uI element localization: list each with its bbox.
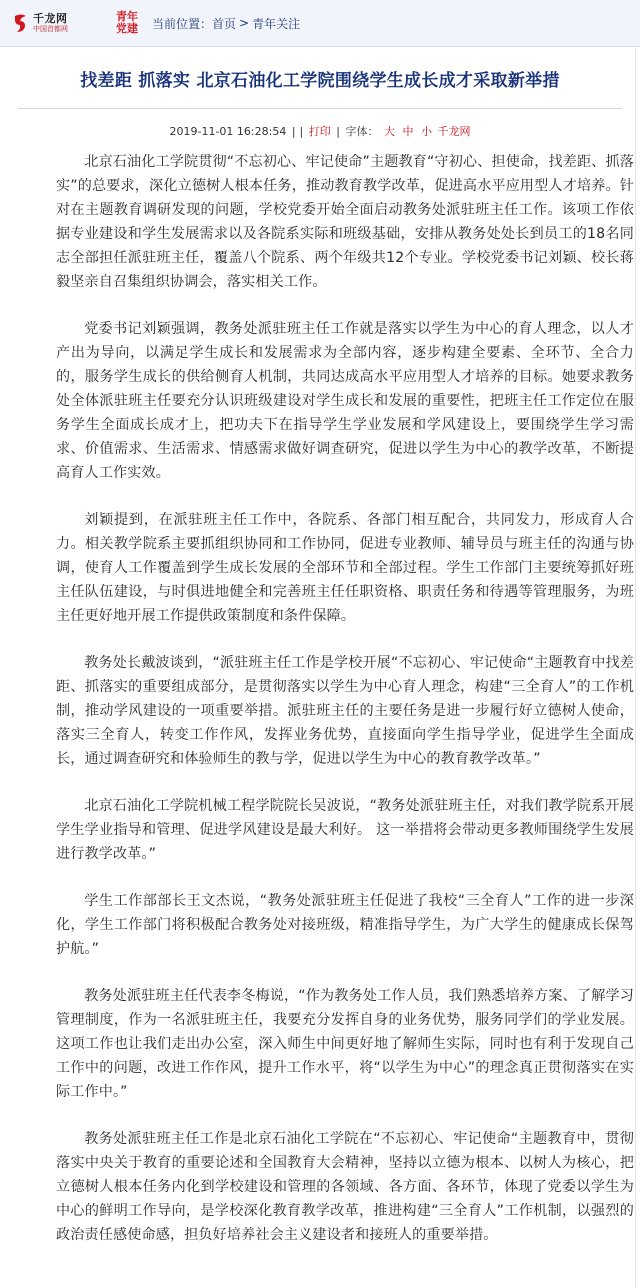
article-paragraph: 党委书记刘颖强调，教务处派驻班主任工作就是落实以学生为中心的育人理念，以人才产出为导向，以满足学生成长和发展需求为全部内容，逐步构建全要素、全环节、全合力的，服务学生成长的供给侧育人机制，共同达成高水平应用型人才培养的目标。她要求教务处全体派驻班主任要充分认识班级建设对学生成长和发展的重要性，把班主任工作定位在服务学生全面成长成才上，把功夫下在指导学生学业发展和学风建设上，要围绕学生学习需求、价值需求、生活需求、情感需求做好调查研究，促进以学生为中心的教学改革，不断提高育人工作实效。 bbox=[56, 321, 634, 481]
font-medium-button[interactable]: 中 bbox=[402, 125, 414, 138]
site-header bbox=[0, 0, 640, 47]
breadcrumb-current-link[interactable]: 青年关注 bbox=[252, 16, 301, 31]
article-meta: 2019-11-01 16:28:54 | | 打印 | 字体： 大 中 小 千龙网 bbox=[169, 125, 471, 138]
article-paragraph: 教务处派驻班主任代表李冬梅说，“作为教务处工作人员，我们熟悉培养方案、了解学习管理制度，作为一名派驻班主任，我要充分发挥自身的业务优势，服务同学们的学业发展。这项工作也让我们走出办公室，深入师生中间更好地了解师生实际，同时也有利于发现自己工作中的问题，改进工作作风，提升工作水平，将“以学生为中心”的理念真正贯彻落实在实际工作中。” bbox=[56, 988, 634, 1100]
logo-sub-text: 中国首都网 bbox=[33, 25, 68, 33]
font-size-label: 字体： bbox=[345, 125, 379, 138]
channel-name[interactable] bbox=[116, 11, 138, 35]
article-paragraph: 北京石油化工学院贯彻“不忘初心、牢记使命”主题教育“守初心、担使命，找差距、抓落实”的总要求，深化立德树人根本任务，推动教育教学改革，促进高水平应用型人才培养。针对在主题教育调研发现的问题，学校党委开始全面启动教务处派驻班主任工作。该项工作依据专业建设和学生发展需求以及各院系实际和班级基础，安排从教务处处长到员工的18名同志全部担任派驻班主任，覆盖八个院系、两个年级共12个专业。学校党委书记刘颖、校长蒋毅坚亲自召集组织协调会，落实相关工作。 bbox=[56, 154, 634, 290]
font-small-button[interactable]: 小 bbox=[420, 125, 432, 138]
title-divider bbox=[18, 108, 622, 109]
article-paragraph: 北京石油化工学院机械工程学院院长吴波说，“教务处派驻班主任，对我们教学院系开展学生学业指导和管理、促进学风建设是最大利好。 这一举措将会带动更多教师围绕学生发展进行教学改革。” bbox=[56, 798, 634, 862]
breadcrumb-home-link[interactable]: 首页 bbox=[212, 16, 237, 31]
breadcrumb-separator: > bbox=[239, 16, 250, 30]
article-paragraph: 教务处派驻班主任工作是北京石油化工学院在“不忘初心、牢记使命“主题教育中，贯彻落实中央关于教育的重要论述和全国教育大会精神，坚持以立德为根本、以树人为核心，把立德树人根本任务内化到学校建设和管理的各领域、各方面、各环节，体现了党委以学生为中心的鲜明工作导向，是学校深化教育教学改革，推进构建“三全育人”工作机制，以强烈的政治责任感使命感，担负好培养社会主义建设者和接班人的重要举措。 bbox=[56, 1131, 634, 1243]
article-body bbox=[56, 150, 634, 1270]
font-large-button[interactable]: 大 bbox=[383, 125, 395, 138]
dragon-logo-icon bbox=[12, 12, 30, 34]
article-source: 千龙网 bbox=[437, 125, 471, 138]
channel-name-line1: 青年 bbox=[116, 10, 138, 23]
logo-main-text: 千龙网 bbox=[33, 12, 68, 25]
breadcrumb bbox=[152, 15, 300, 32]
page-edge-divider bbox=[635, 48, 636, 1288]
article-paragraph: 刘颖提到，在派驻班主任工作中，各院系、各部门相互配合，共同发力，形成育人合力。相关教学院系主要抓组织协同和工作协同，促进专业教师、辅导员与班主任的沟通与协调，使育人工作覆盖到学生成长发展的全部环节和全部过程。学生工作部门主要统筹抓好班主任队伍建设，与时俱进地健全和完善班主任任职资格、职责任务和待遇等管理服务，为班主任更好地开展工作提供政策制度和条件保障。 bbox=[56, 512, 634, 624]
article-title: 找差距 抓落实 北京石油化工学院围绕学生成长成才采取新举措 bbox=[80, 71, 560, 91]
print-link[interactable]: 打印 bbox=[308, 125, 331, 138]
breadcrumb-label: 当前位置： bbox=[152, 16, 213, 31]
article-paragraph: 教务处长戴波谈到，“派驻班主任工作是学校开展“不忘初心、牢记使命“主题教育中找差距、抓落实的重要组成部分，是贯彻落实以学生为中心育人理念，构建“三全育人”的工作机制，推动学风建设的一项重要举措。派驻班主任的主要任务是进一步履行好立德树人使命，落实三全育人，转变工作作风，发挥业务优势，直接面向学生指导学业，促进学生全面成长，通过调查研究和体验师生的教与学，促进以学生为中心的教育教学改革。” bbox=[56, 655, 634, 767]
site-logo[interactable] bbox=[12, 12, 112, 34]
article-paragraph: 学生工作部部长王文杰说，“教务处派驻班主任促进了我校“三全育人”工作的进一步深化，学生工作部门将积极配合教务处对接班级，精准指导学生，为广大学生的健康成长保驾护航。” bbox=[56, 893, 634, 957]
publish-datetime: 2019-11-01 16:28:54 bbox=[169, 125, 287, 138]
channel-name-line2: 党建 bbox=[116, 22, 138, 35]
